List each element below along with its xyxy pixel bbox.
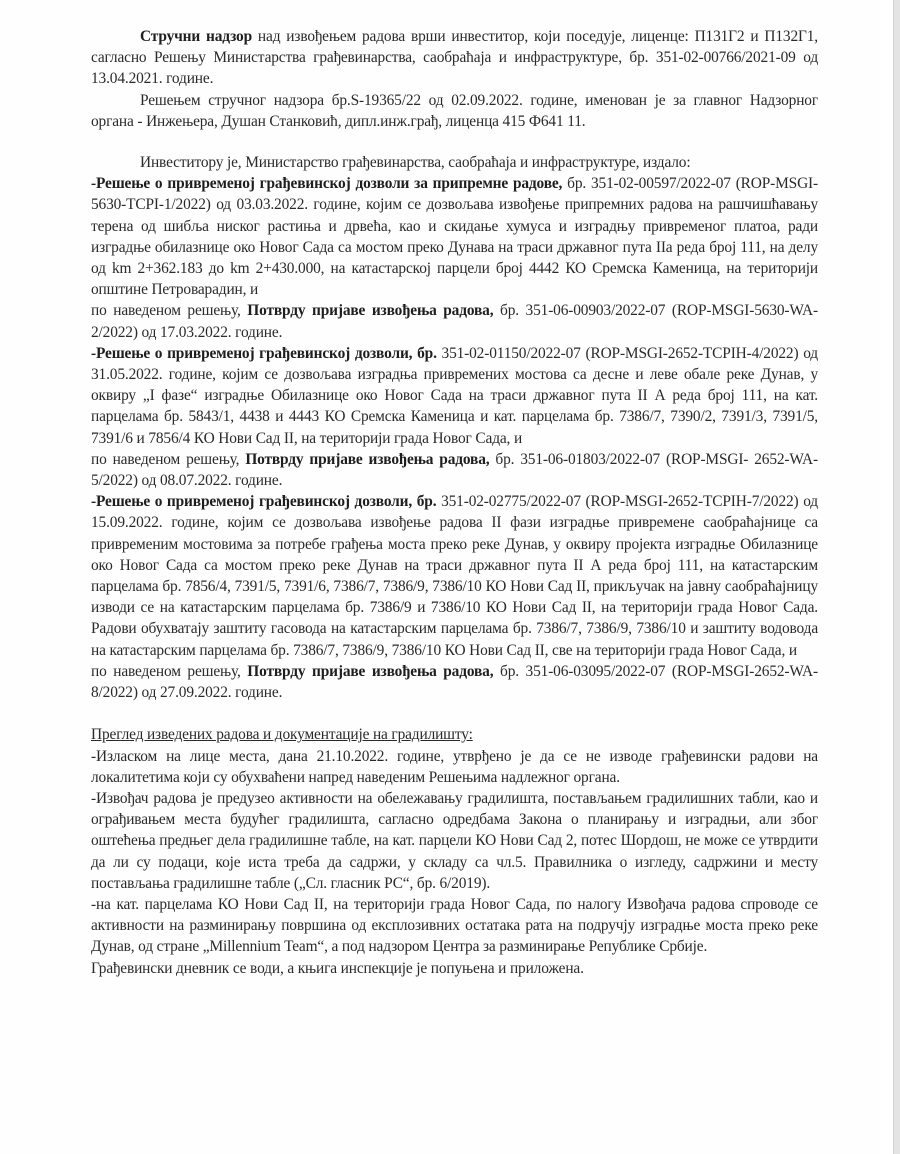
permit-2-title: -Решење о привременој грађевинској дозволи, бр. [91, 344, 437, 362]
permit-3-confirmation-title: Потврду пријаве извођења радова, [247, 662, 494, 680]
permit-3-text: 351-02-02775/2022-07 (ROP-MSGI-2652-TCPIH-7/2022) од 15.09.2022. године, којим се дозвољава извођење радова II фази изградње привремене саобраћајнице са привременим мостовима за потребе грађења моста преко реке Дунав, у оквиру пројекта изградње Обилазнице око Новог Сада са мостом преко реке Дунав на траси државног пута II А реда број 111, на катастарским парцелама бр. 7856/4, 7391/5, 7391/6, 7386/7, 7386/9, 7386/10 КО Нови Сад II, прикључак на јавну саобраћајницу изводи се на катастарским парцелама бр. 7386/9 и 7386/10 КО Нови Сад II, на територији града Новог Сада. Радови обухватају заштиту гасовода на катастарским парцелама бр. 7386/7, 7386/9, 7386/10 и заштиту водовода на катастарским парцелама бр. 7386/7, 7386/9, 7386/10 КО Нови Сад II, све на територији града Новог Сада, и [91, 493, 818, 659]
review-item-1: -Изласком на лице места, дана 21.10.2022. године, утврђено је да се не изводе грађевински радови на локалитетима који су обухваћени напред наведеним Решењима надлежног органа. [91, 747, 818, 786]
document-body [91, 26, 818, 979]
review-item-3: -на кат. парцелама КО Нови Сад II, на територији града Новог Сада, по налогу Извођача радова спроводе се активности на разминирању површина од експлозивних остатака рата на подручју изградње моста преко реке Дунав, од стране „Millennium Team“, а под надзором Центра за разминирање Републике Србије. [91, 895, 818, 956]
review-item-2: -Извођач радова је предузео активности на обележавању градилишта, постављањем градилишних табли, као и ограђивањем места будућег градилишта, сагласно одредбама Закона о планирању и изградњи, али због оштећења предњег дела градилишне табле, на кат. парцели КО Нови Сад 2, потес Шордош, не може се утврдити да ли су подаци, које иста треба да садржи, у складу са чл.5. Правилника о изгледу, садржини и месту постављања градилишне табле („Сл. гласник РС“, бр. 6/2019). [91, 789, 818, 892]
permit-1-confirmation-prefix: по наведеном решењу, [91, 302, 248, 320]
permit-3-confirmation-text: бр. 351-06-03095/2022-07 (ROP-MSGI-2652-WA-8/2022) од 27.09.2022. године. [91, 662, 818, 702]
permit-2-confirmation-prefix: по наведеном решењу, [91, 450, 246, 468]
spacer [91, 703, 818, 724]
permit-1-text: бр. 351-02-00597/2022-07 (ROP-MSGI-5630-TCPI-1/2022) од 03.03.2022. године, којим се дозвољава извођење припремних радова на рашчишћавању терена од шибља ниског растиња и дрвећа, као и скидање хумуса и изградњу привременог платоа, ради изградње обилазнице око Новог Сада са мостом преко Дунава на траси државног пута IIa реда број 111, на делу од km 2+362.183 до km 2+430.000, на катастарској парцели број 4442 КО Сремска Каменица, на територији општине Петроварадин, и [91, 175, 818, 299]
permit-3-confirmation-prefix: по наведеном решењу, [91, 662, 248, 680]
review-closing: Грађевински дневник се води, а књига инспекције је попуњена и приложена. [91, 959, 584, 977]
permit-1-confirmation-title: Потврду пријаве извођења радова, [247, 302, 494, 320]
permit-2 [91, 343, 818, 449]
permit-2-confirmation-text: бр. 351-06-01803/2022-07 (ROP-MSGI- 2652-WA-5/2022) од 08.07.2022. године. [91, 450, 818, 490]
supervision-text: над извођењем радова врши инвеститор, који поседује, лиценце: П131Г2 и П132Г1, сагласно Решењу Министарства грађевинарства, саобраћаја и инфраструктуре, бр. 351-02-00766/2021-09 од 13.04.2021. године. [91, 28, 818, 88]
permit-1-title: -Решење о привременој грађевинској дозволи за припремне радове, [91, 175, 563, 193]
permit-1-confirmation-text: бр. 351-06-00903/2022-07 (ROP-MSGI-5630-WA-2/2022) од 17.03.2022. године. [91, 302, 818, 341]
permit-1 [91, 173, 818, 300]
permit-3-title: -Решење о привременој грађевинској дозволи, бр. [91, 493, 437, 511]
supervision-paragraph [91, 26, 818, 90]
permit-3 [91, 491, 818, 661]
permit-2-confirmation [91, 449, 818, 491]
permit-1-confirmation [91, 300, 818, 342]
page-edge-scrollbar[interactable] [893, 0, 900, 1154]
permit-2-text: 351-02-01150/2022-07 (ROP-MSGI-2652-TCPIH-4/2022) од 31.05.2022. године, којим се дозвољава изградња привремених мостова са десне и леве обале реке Дунав, у оквиру „I фазе“ изградње Обилазнице око Новог Сада на траси државног пута II А реда број 111, на кат. парцелама бр. 5843/1, 4438 и 4443 КО Сремска Каменица и кат. парцелама бр. 7386/7, 7390/2, 7391/3, 7391/5, 7391/6 и 7856/4 КО Нови Сад II, на територији града Новог Сада, и [91, 344, 818, 447]
review-heading: Преглед изведених радова и документације на градилишту: [91, 726, 473, 744]
permits-intro: Инвеститору је, Министарство грађевинарства, саобраћаја и инфраструктуре, издало: [140, 154, 691, 172]
chief-supervisor-paragraph: Решењем стручног надзора бр.S-19365/22 од 02.09.2022. године, именован је за главног Надзорног органа - Инжењера, Душан Станковић, дипл.инж.грађ, лиценца 415 Ф641 11. [91, 91, 818, 130]
spacer [91, 132, 818, 152]
permit-2-confirmation-title: Потврду пријаве извођења радова, [245, 450, 490, 468]
permit-3-confirmation [91, 661, 818, 703]
supervision-label: Стручни надзор [140, 28, 252, 45]
